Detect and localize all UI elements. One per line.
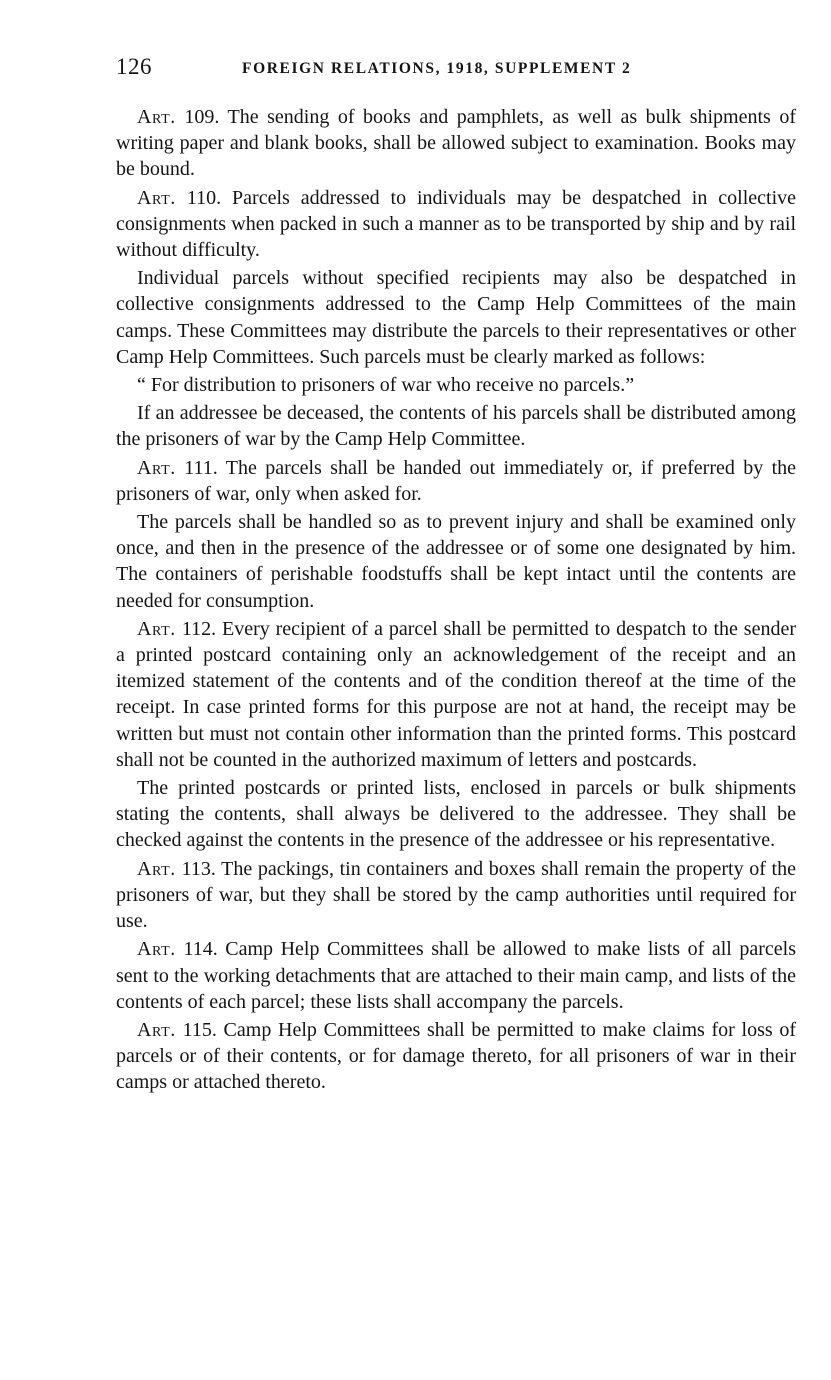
paragraph-text: 109. The sending of books and pamphlets, as well as bulk shipments of writing paper and blank books, shall be allowed subject to examination. Books may be bound. <box>116 106 796 181</box>
paragraph-text: 112. Every recipient of a parcel shall be permitted to despatch to the sender a printed postcard containing only an acknowledgement of the receipt and an itemized statement of the contents and of the condition thereof at the time of the receipt. In case printed forms for this purpose are not at hand, the receipt may be written but must not contain other information than the printed forms. This postcard shall not be counted in the authorized maximum of letters and postcards. <box>116 617 796 771</box>
article-label: Art. <box>137 1018 176 1041</box>
paragraph-art-109 <box>116 104 796 183</box>
paragraph-deceased-addressee <box>116 400 796 452</box>
paragraph-art-112 <box>116 616 796 773</box>
quoted-marking <box>116 372 796 398</box>
paragraph-text: 113. The packings, tin containers and boxes shall remain the property of the prisoners of war, but they shall be stored by the camp authorities until required for use. <box>116 857 796 933</box>
paragraph-handling-parcels <box>116 509 796 614</box>
paragraph-text: Individual parcels without specified recipients may also be despatched in collective consignments addressed to the Camp Help Committees of the main camps. These Committees may distribute the parcels to their representatives or other Camp Help Committees. Such parcels must be clearly marked as follows: <box>116 267 796 368</box>
paragraph-text: 114. Camp Help Committees shall be allowed to make lists of all parcels sent to the working detachments that are attached to their main camp, and lists of the contents of each parcel; these lists shall accompany the parcels. <box>116 938 796 1013</box>
paragraph-text: If an addressee be deceased, the contents of his parcels shall be distributed among the prisoners of war by the Camp Help Committee. <box>116 402 796 451</box>
paragraph-text: “ For distribution to prisoners of war who receive no parcels.” <box>137 374 635 397</box>
page-number: 126 <box>116 54 152 79</box>
article-label: Art. <box>137 106 176 128</box>
paragraph-art-110 <box>116 185 796 264</box>
running-header <box>116 54 796 84</box>
paragraph-art-111 <box>116 455 796 507</box>
article-label: Art. <box>137 617 176 640</box>
paragraph-printed-postcards <box>116 775 796 854</box>
running-title: FOREIGN RELATIONS, 1918, SUPPLEMENT 2 <box>242 60 632 77</box>
paragraph-text: The parcels shall be handled so as to prevent injury and shall be examined only once, and then in the presence of the addressee or of some one designated by him. The containers of perishable foodstuffs shall be kept intact until the contents are needed for consumption. <box>116 511 796 612</box>
article-label: Art. <box>137 186 176 209</box>
article-label: Art. <box>137 857 176 880</box>
paragraph-text: The printed postcards or printed lists, enclosed in parcels or bulk shipments stating the contents, shall always be delivered to the addressee. They shall be checked against the contents in the presence of the addressee or his representative. <box>116 777 796 852</box>
paragraph-art-113 <box>116 856 796 935</box>
body-text <box>116 104 796 1096</box>
paragraph-art-115 <box>116 1017 796 1096</box>
article-label: Art. <box>137 938 176 961</box>
paragraph-art-114 <box>116 936 796 1015</box>
paragraph-individual-parcels <box>116 265 796 370</box>
article-label: Art. <box>137 456 176 479</box>
paragraph-text: 115. Camp Help Committees shall be permitted to make claims for loss of parcels or of their contents, or for damage thereto, for all prisoners of war in their camps or attached thereto. <box>116 1018 796 1094</box>
paragraph-text: 111. The parcels shall be handed out immediately or, if preferred by the prisoners of war, only when asked for. <box>116 456 796 505</box>
document-page <box>116 54 796 1098</box>
paragraph-text: 110. Parcels addressed to individuals may be despatched in collective consignments when packed in such a manner as to be transported by ship and by rail without difficulty. <box>116 186 796 262</box>
